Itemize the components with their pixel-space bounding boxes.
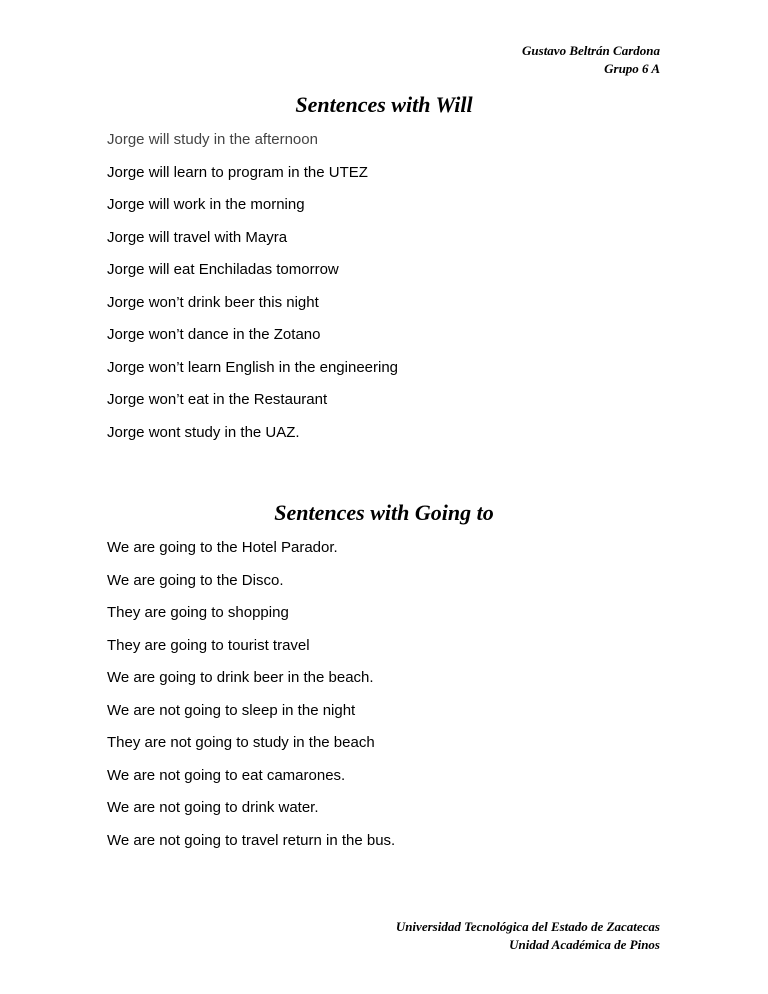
will-sentence: Jorge won’t learn English in the engineering [107,358,399,376]
university-name: Universidad Tecnológica del Estado de Zacatecas [395,919,660,934]
academic-unit-name: Unidad Académica de Pinos [509,937,660,952]
going-to-sentence: They are not going to study in the beach [107,734,375,751]
going-to-sentence: We are going to the Hotel Parador. [107,539,338,556]
will-sentence: Jorge won’t dance in the Zotano [107,326,321,343]
will-sentence: Jorge will study in the afternoon [107,131,318,148]
will-section-title: Sentences with Will [295,92,473,117]
will-sentence: Jorge wont study in the UAZ. [107,423,300,441]
will-sentence: Jorge will travel with Mayra [107,228,288,246]
will-sentence-list [107,130,398,455]
will-sentence: Jorge won’t drink beer this night [107,293,319,311]
going-to-sentence: We are not going to sleep in the night [107,701,356,719]
will-sentence: Jorge will eat Enchiladas tomorrow [107,261,339,278]
group-label: Grupo 6 A [604,61,660,76]
going-to-section-title: Sentences with Going to [274,500,494,525]
author-name: Gustavo Beltrán Cardona [522,43,660,58]
page-footer [396,918,660,954]
going-to-sentence: We are not going to travel return in the bus. [107,831,396,849]
going-to-sentence: They are going to shopping [107,604,289,621]
page-header [522,42,660,78]
going-to-sentence: They are going to tourist travel [107,636,310,654]
will-sentence: Jorge will learn to program in the UTEZ [107,163,368,181]
going-to-sentence-list [107,538,395,863]
will-sentence: Jorge will work in the morning [107,196,305,213]
going-to-sentence: We are not going to eat camarones. [107,766,346,784]
going-to-sentence: We are going to the Disco. [107,571,284,589]
will-sentence: Jorge won’t eat in the Restaurant [107,391,328,408]
going-to-sentence: We are not going to drink water. [107,799,319,816]
going-to-sentence: We are going to drink beer in the beach. [107,669,374,686]
